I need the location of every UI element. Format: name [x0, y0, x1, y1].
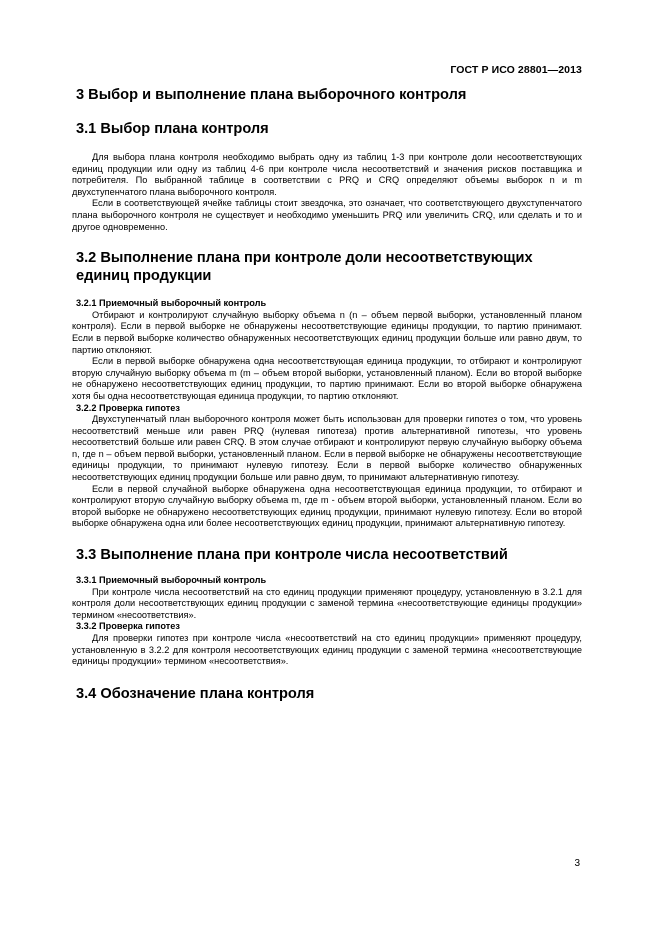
- subsection-3-2-1-title: 3.2.1 Приемочный выборочный контроль: [76, 298, 267, 309]
- paragraph: Если в первой случайной выборке обнаружена одна несоответствующая единица продукции, то отбирают и контролируют вторую случайную выборку объема m, где m - объем второй выборки, установленный планом. Если во второй выборке не обнаружено несоответствующих единиц продукции, принимают нулевую гипотезу. Если во второй выборке обнаружена одна или более несоответствующих единиц продукции, принимают альтернативную гипотезу.: [72, 483, 582, 529]
- paragraph: Для выбора плана контроля необходимо выбрать одну из таблиц 1-3 при контроле доли несоответствующих единиц продукции или одну из таблиц 4-6 при контроле числа несоответствий и значения рисков поставщика и потребителя. По выбранной таблице в соответствии с PRQ и CRQ определяют объемы выборок n и m двухступенчатого плана выборочного контроля.: [72, 152, 582, 197]
- subsection-3-3-2-title: 3.3.2 Проверка гипотез: [76, 621, 180, 632]
- paragraph: Двухступенчатый план выборочного контроля может быть использован для проверки гипотез о том, что уровень несоответствий меньше или равен PRQ (нулевая гипотеза) против альтернативной гипотезы, что уровень несоответствий больше или равен CRQ. В этом случае отбирают и контролируют первую случайную выборку объема n, где n – объем первой выборки, установленный планом. Если в первой выборке не обнаружены несоответствующие единицы продукции, то принимают нулевую гипотезу. Если в первой выборке количество обнаруженных несоответствующих единиц продукции больше или равно двум, то принимают альтернативную гипотезу.: [72, 414, 582, 483]
- subsection-3-2-2-title: 3.2.2 Проверка гипотез: [76, 402, 180, 413]
- document-body: [72, 86, 582, 703]
- paragraph: Если в соответствующей ячейке таблицы стоит звездочка, это означает, что соответствующего двухступенчатого плана выборочного контроля не существует и необходимо уменьшить PRQ или увеличить CRQ, или сделать и то и другое одновременно.: [72, 198, 582, 232]
- paragraph: При контроле числа несоответствий на сто единиц продукции применяют процедуру, установленную в 3.2.1 для контроля доли несоответствующих единиц продукции с заменой термина «несоответствующие единицы продукции» термином «несоответствия».: [72, 586, 582, 620]
- section-3-2-body: [72, 298, 582, 530]
- subsection-3-3-1-title: 3.3.1 Приемочный выборочный контроль: [76, 575, 267, 586]
- paragraph: Если в первой выборке обнаружена одна несоответствующая единица продукции, то отбирают и контролируют вторую случайную выборку объема m (m – объем второй выборки, установленный планом). Если во второй выборке не обнаружено несоответствующих единиц продукции, то партию принимают. Если во второй выборке обнаружена хотя бы одна несоответствующая единица продукции, то партию отклоняют.: [72, 356, 582, 401]
- section-3-1-title: 3.1 Выбор плана контроля: [76, 121, 269, 137]
- section-3-1-body: [72, 152, 582, 233]
- section-3-2-title: 3.2 Выполнение плана при контроле доли несоответствующих единиц продукции: [76, 250, 533, 285]
- page-number: 3: [574, 858, 580, 869]
- section-3-3-body: [72, 575, 582, 668]
- standard-code-header: ГОСТ Р ИСО 28801—2013: [450, 64, 582, 76]
- section-3-title: 3 Выбор и выполнение плана выборочного контроля: [76, 87, 467, 103]
- paragraph: Отбирают и контролируют случайную выборку объема n (n – объем первой выборки, установленный планом контроля). Если в первой выборке не обнаружены несоответствующие единицы продукции, то партию принимают. Если в первой выборке количество обнаруженных несоответствующих единиц продукции больше или равно двум, то партию отклоняют.: [72, 309, 582, 355]
- section-3-3-title: 3.3 Выполнение плана при контроле числа несоответствий: [76, 547, 508, 564]
- paragraph: Для проверки гипотез при контроле числа «несоответствий на сто единиц продукции» применяют процедуру, установленную в 3.2.2 для контроля несоответствующих единиц продукции с заменой термина «несоответствующие единицы продукции» термином «несоответствия».: [72, 633, 582, 667]
- section-3-4-title: 3.4 Обозначение плана контроля: [76, 685, 315, 702]
